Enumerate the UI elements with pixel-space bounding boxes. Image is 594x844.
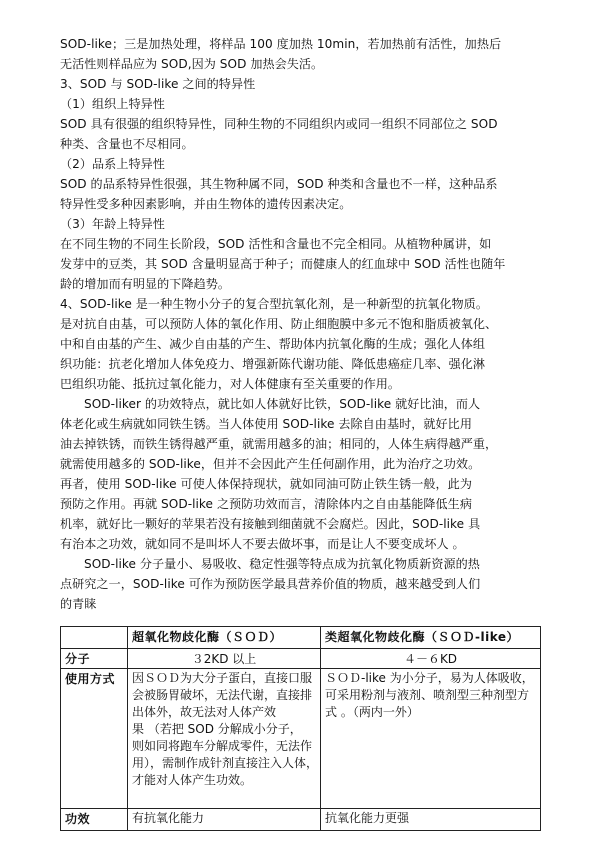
text-line: SOD-like 分子量小、易吸收、稳定性强等特点成为抗氧化物质新资源的热 bbox=[84, 557, 480, 571]
text-line: SOD 的品系特异性很强，其生物种属不同，SOD 种类和含量也不一样，这种品系 bbox=[60, 177, 498, 191]
text-line: 机率，就好比一颗好的苹果若没有接触到细菌就不会腐烂。因此，SOD-like 具 bbox=[60, 517, 481, 531]
text-line: 的青睐 bbox=[60, 597, 97, 611]
header-cell-empty bbox=[61, 627, 128, 649]
text-line: 预防之作用。再就 SOD-like 之预防功效而言，清除体内之自由基能降低生病 bbox=[60, 497, 472, 511]
cell-line: 出体外，故无法对人体产效 bbox=[132, 705, 277, 719]
text-line: 4、SOD-like 是一种生物小分子的复合型抗氧化剂，是一种新型的抗氧化物质。 bbox=[60, 297, 488, 311]
text-line: SOD-liker 的功效特点，就比如人体就好比铁，SOD-like 就好比油，而人 bbox=[84, 397, 481, 411]
paragraph-sod-like-heating bbox=[60, 34, 538, 74]
text-line: 点研究之一，SOD-like 可作为预防医学最具营养价值的物质，越来越受到人们 bbox=[60, 577, 481, 591]
cell-line: 有抗氧化能力 bbox=[132, 811, 205, 825]
text-line: SOD-like；三是加热处理，将样品 100 度加热 10min，若加热前有活性，加热后 bbox=[60, 37, 502, 51]
text-line: 就需使用越多的 SOD-like，但并不会因此产生任何副作用，此为治疗之功效。 bbox=[60, 457, 481, 471]
cell-line: 因ＳＯＤ为大分子蛋白，直接口服 bbox=[132, 671, 313, 685]
paragraph-sod-like-definition bbox=[60, 294, 538, 394]
cell-sod-like-efficacy bbox=[321, 809, 541, 831]
text-line: 再者，使用 SOD-like 可使人体保持现状，就如同油可防止铁生锈一般，此为 bbox=[60, 477, 472, 491]
cell-sod-efficacy bbox=[128, 809, 321, 831]
cell-sod-usage bbox=[128, 669, 321, 809]
text-line: 龄的增加而有明显的下降趋势。 bbox=[60, 277, 231, 291]
text-line: 巴组织功能、抵抗过氧化能力，对人体健康有至关重要的作用。 bbox=[60, 377, 401, 391]
text-line: 是对抗自由基，可以预防人体的氧化作用、防止细胞膜中多元不饱和脂质被氧化、 bbox=[60, 317, 498, 331]
text-line: 在不同生物的不同生长阶段，SOD 活性和含量也不完全相同。从植物种属讲，如 bbox=[60, 237, 492, 251]
subheading-strain: （2）品系上特异性 bbox=[60, 157, 165, 171]
row-label-usage: 使用方式 bbox=[61, 669, 128, 809]
section-heading-specificity: 3、SOD 与 SOD-like 之间的特异性 bbox=[60, 77, 256, 91]
text-line: 体老化或生病就如同铁生锈。当人体使用 SOD-like 去除自由基时，就好比用 bbox=[60, 417, 472, 431]
cell-sod-like-usage bbox=[321, 669, 541, 809]
text-line: 发芽中的豆类，其 SOD 含量明显高于种子；而健康人的红血球中 SOD 活性也随年 bbox=[60, 257, 506, 271]
header-cell-sod: 超氧化物歧化酶（ＳＯＤ） bbox=[128, 627, 321, 649]
cell-line: 可采用粉剂与液剂、喷剂型三种剂型方 bbox=[325, 688, 530, 702]
subheading-age: （3）年龄上特异性 bbox=[60, 217, 165, 231]
paragraph-conclusion bbox=[60, 554, 538, 614]
text-line: 有治本之功效，就如同不是叫坏人不要去做坏事，而是让人不要变成坏人 。 bbox=[60, 537, 465, 551]
cell-line: 会被肠胃破坏，无法代谢，直接排 bbox=[132, 688, 313, 702]
paragraph-efficacy bbox=[60, 394, 538, 554]
cell-sod-like-molecule bbox=[321, 649, 541, 669]
text-line: 中和自由基的产生、减少自由基的产生、帮助体内抗氧化酶的生成；强化人体组 bbox=[60, 337, 486, 351]
table-row bbox=[61, 649, 541, 669]
text-line: 种类、含量也不尽相同。 bbox=[60, 137, 194, 151]
text-line: SOD 具有很强的组织特异性，同种生物的不同组织内或同一组织不同部位之 SOD bbox=[60, 117, 498, 131]
paragraph-tissue bbox=[60, 114, 538, 154]
cell-line: 才能对人体产生功效。 bbox=[132, 773, 253, 787]
text-line: 织功能：抗老化增加人体免疫力、增强新陈代谢功能、降低患癌症几率、强化淋 bbox=[60, 357, 486, 371]
text-line: 特异性受多种因素影响，并由生物体的遗传因素决定。 bbox=[60, 197, 352, 211]
comparison-table bbox=[60, 626, 541, 831]
text-line: 无活性则样品应为 SOD,因为 SOD 加热会失活。 bbox=[60, 57, 324, 71]
document-body bbox=[60, 34, 538, 614]
cell-line: 则如同将跑车分解成零件，无法作 bbox=[132, 739, 313, 753]
table-row bbox=[61, 669, 541, 809]
row-label-efficacy: 功效 bbox=[61, 809, 128, 831]
subheading-tissue: （1）组织上特异性 bbox=[60, 97, 165, 111]
cell-line: ＳＯＤ-like 为小分子，易为人体吸收， bbox=[325, 671, 534, 685]
cell-line: 抗氧化能力更强 bbox=[325, 811, 410, 825]
cell-text: ３2KD 以上 bbox=[191, 652, 257, 666]
text-line: 油去掉铁锈，而铁生锈得越严重，就需用越多的油；相同的，人体生病得越严重， bbox=[60, 437, 498, 451]
table-row bbox=[61, 809, 541, 831]
header-cell-sod-like: 类超氧化物歧化酶（ＳＯＤ-like） bbox=[321, 627, 541, 649]
row-label-molecule: 分子 bbox=[61, 649, 128, 669]
cell-line: 用），需制作成针剂直接注入人体， bbox=[132, 756, 319, 770]
paragraph-age bbox=[60, 234, 538, 294]
cell-sod-molecule bbox=[128, 649, 321, 669]
cell-line: 式 。（两内一外） bbox=[325, 705, 419, 719]
cell-text: ４－６KD bbox=[403, 652, 458, 666]
table-header-row bbox=[61, 627, 541, 649]
paragraph-strain bbox=[60, 174, 538, 214]
cell-line: 果 （若把 SOD 分解成小分子， bbox=[132, 722, 302, 736]
